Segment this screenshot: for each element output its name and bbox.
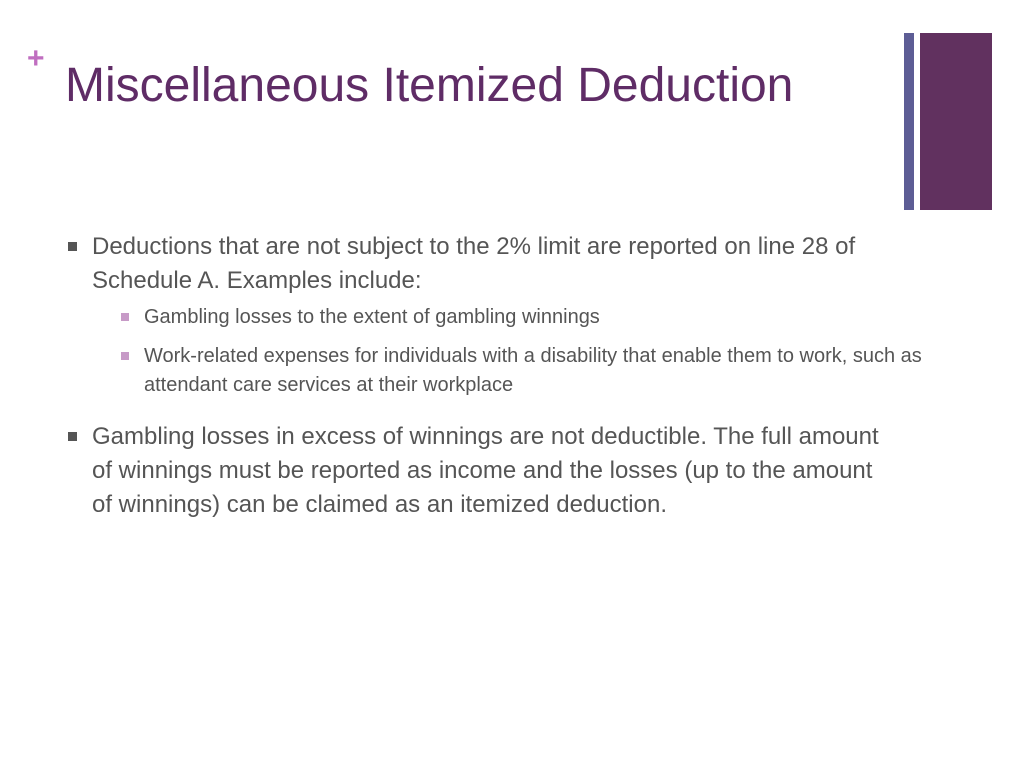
sub-bullet-text: Work-related expenses for individuals with a disability that enable them to work, such as attendant care services at their workplace — [144, 345, 922, 396]
slide-content — [66, 230, 922, 522]
slide-title: Miscellaneous Itemized Deduction — [65, 59, 794, 112]
accent-bar-thick — [920, 33, 992, 210]
plus-icon: + — [27, 42, 45, 75]
square-bullet-icon — [121, 352, 129, 360]
bullet-item — [66, 230, 922, 400]
square-bullet-icon — [68, 432, 77, 441]
accent-bar-thin — [904, 33, 914, 210]
sub-bullet-item — [92, 303, 924, 332]
bullet-text: Deductions that are not subject to the 2% limit are reported on line 28 of Schedule A. Examples include: — [92, 233, 856, 294]
square-bullet-icon — [121, 313, 129, 321]
sub-bullet-text: Gambling losses to the extent of gambling winnings — [144, 306, 600, 328]
square-bullet-icon — [68, 242, 77, 251]
sub-bullet-item — [92, 342, 924, 400]
sub-bullet-list — [92, 303, 922, 400]
bullet-text: Gambling losses in excess of winnings are not deductible. The full amount of winnings must be reported as income and the losses (up to the amount of winnings) can be claimed as an itemized deduction. — [92, 423, 879, 518]
bullet-item — [66, 420, 896, 522]
